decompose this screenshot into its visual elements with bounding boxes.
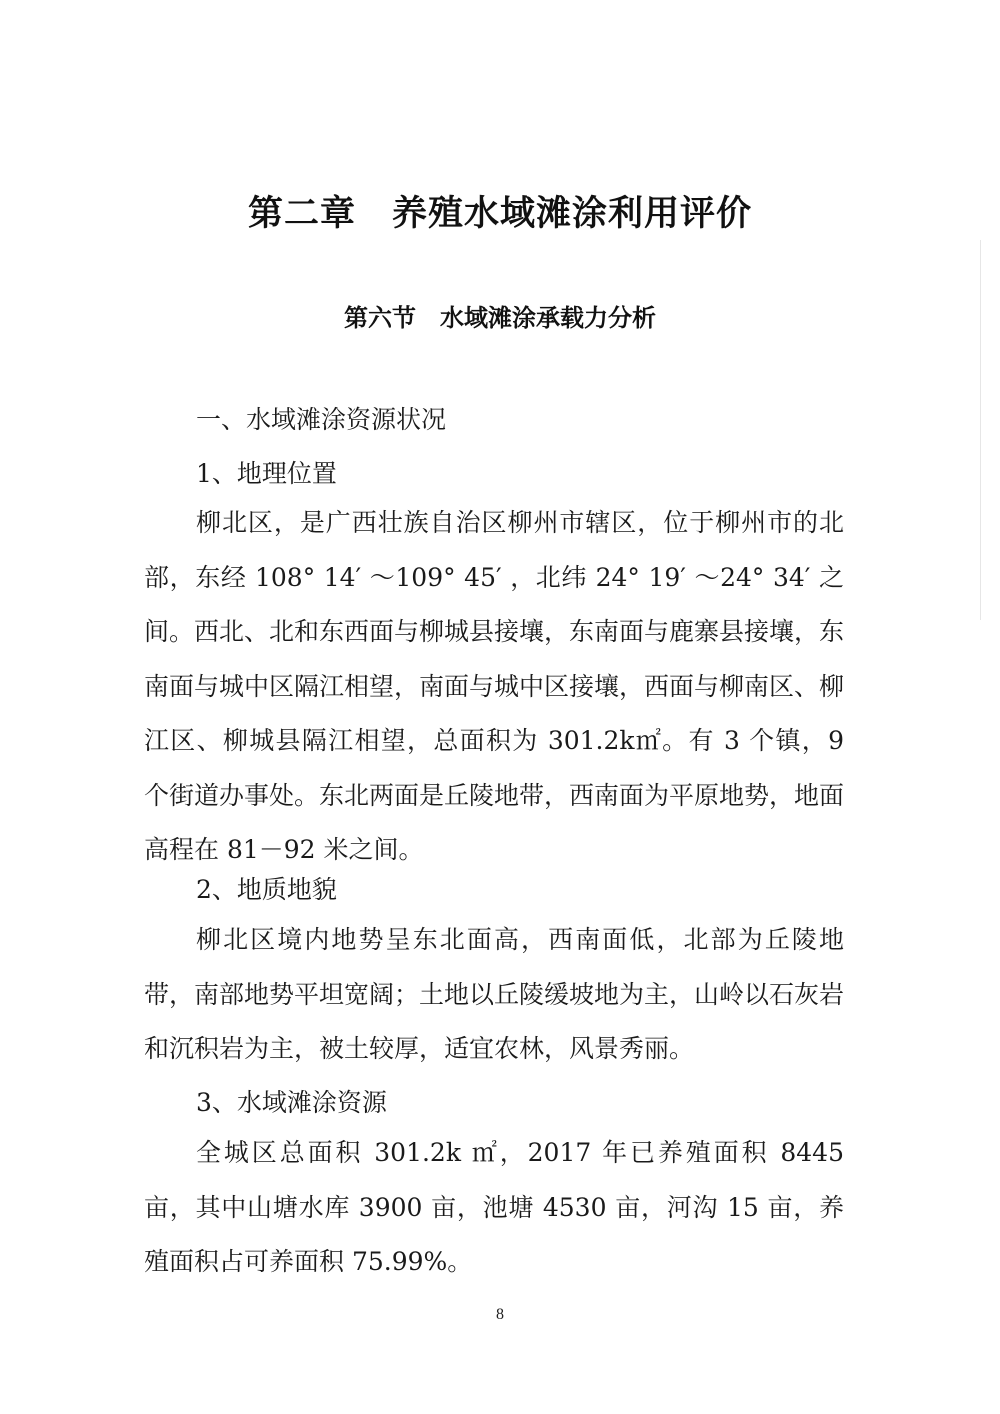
scan-edge-line xyxy=(980,240,981,620)
subsection-heading-resources: 3、水域滩涂资源 xyxy=(196,1088,387,1117)
subsection-heading-location: 1、地理位置 xyxy=(196,459,337,488)
subsection-heading-geology: 2、地质地貌 xyxy=(196,875,337,904)
paragraph-resources: 全城区总面积 301.2k ㎡，2017 年已养殖面积 8445 亩，其中山塘水库 3900 亩，池塘 4530 亩，河沟 15 亩，养殖面积占可养面积 75.99%。 xyxy=(144,1138,844,1276)
part-heading: 一、水域滩涂资源状况 xyxy=(196,405,447,434)
section-title: 第六节 水域滩涂承载力分析 xyxy=(344,304,656,332)
paragraph-geology: 柳北区境内地势呈东北面高，西南面低，北部为丘陵地带，南部地势平坦宽阔；土地以丘陵缓坡地为主，山岭以石灰岩和沉积岩为主，被土较厚，适宜农林，风景秀丽。 xyxy=(144,925,845,1063)
paragraph-location: 柳北区，是广西壮族自治区柳州市辖区，位于柳州市的北部，东经 108° 14′ ～109° 45′ ，北纬 24° 19′ ～24° 34′ 之间。西北、北和东西面与柳城县接壤，东南面与鹿寨县接壤，东南面与城中区隔江相望，南面与城中区接壤，西面与柳南区、柳江区、柳城县隔江相望，总面积为 301.2k㎡。有 3 个镇，9 个街道办事处。东北两面是丘陵地带，西南面为平原地势，地面高程在 81－92 米之间。 xyxy=(144,508,845,864)
chapter-title: 第二章 养殖水域滩涂利用评价 xyxy=(247,194,752,234)
page-number: 8 xyxy=(496,1306,504,1323)
